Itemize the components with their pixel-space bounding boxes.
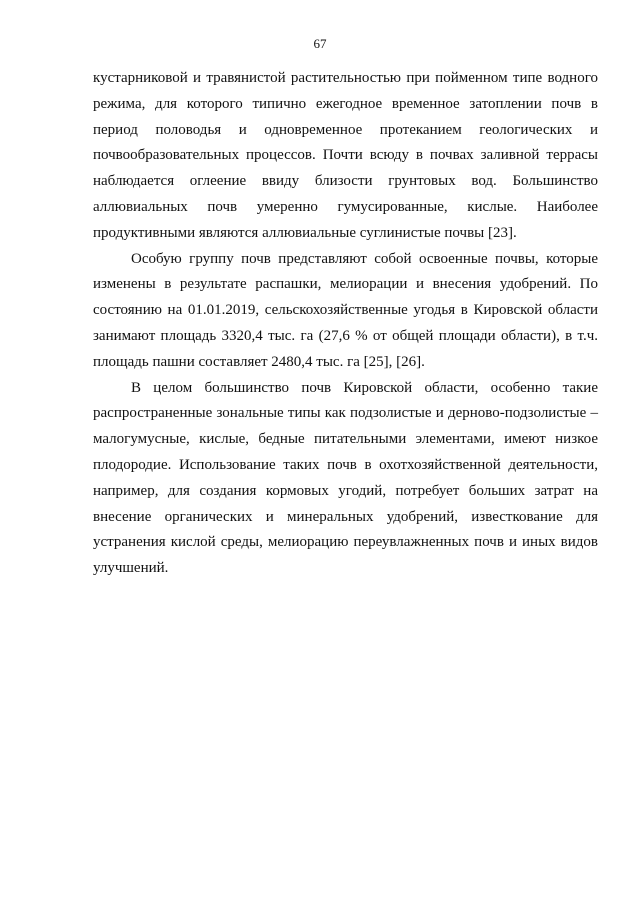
paragraph-soil-fertility: В целом большинство почв Кировской области, особенно такие распространенные зональные типы как подзолистые и дерново-подзолистые – малогумусные, кислые, бедные питательными элементами, имеют низкое плодородие. Использование таких почв в охотхозяйственной деятельности, например, для создания кормовых угодий, потребует больших затрат на внесение органических и минеральных удобрений, известкование для устранения кислой среды, мелиорацию переувлажненных почв и иных видов улучшений. xyxy=(93,379,598,577)
document-body xyxy=(93,66,598,582)
paragraph-developed-soils: Особую группу почв представляют собой освоенные почвы, которые изменены в результате распашки, мелиорации и внесения удобрений. По состоянию на 01.01.2019, сельскохозяйственные угодья в Кировской области занимают площадь 3320,4 тыс. га (27,6 % от общей площади области), в т.ч. площадь пашни составляет 2480,4 тыс. га [25], [26]. xyxy=(93,250,598,370)
page-number: 67 xyxy=(313,36,327,51)
paragraph-continued: кустарниковой и травянистой растительностью при пойменном типе водного режима, для которого типично ежегодное временное затоплении почв в период половодья и одновременное протеканием геологических и почвообразовательных процессов. Почти всюду в почвах заливной террасы наблюдается оглеение ввиду близости грунтовых вод. Большинство аллювиальных почв умеренно гумусированные, кислые. Наиболее продуктивными являются аллювиальные суглинистые почвы [23]. xyxy=(93,70,598,241)
